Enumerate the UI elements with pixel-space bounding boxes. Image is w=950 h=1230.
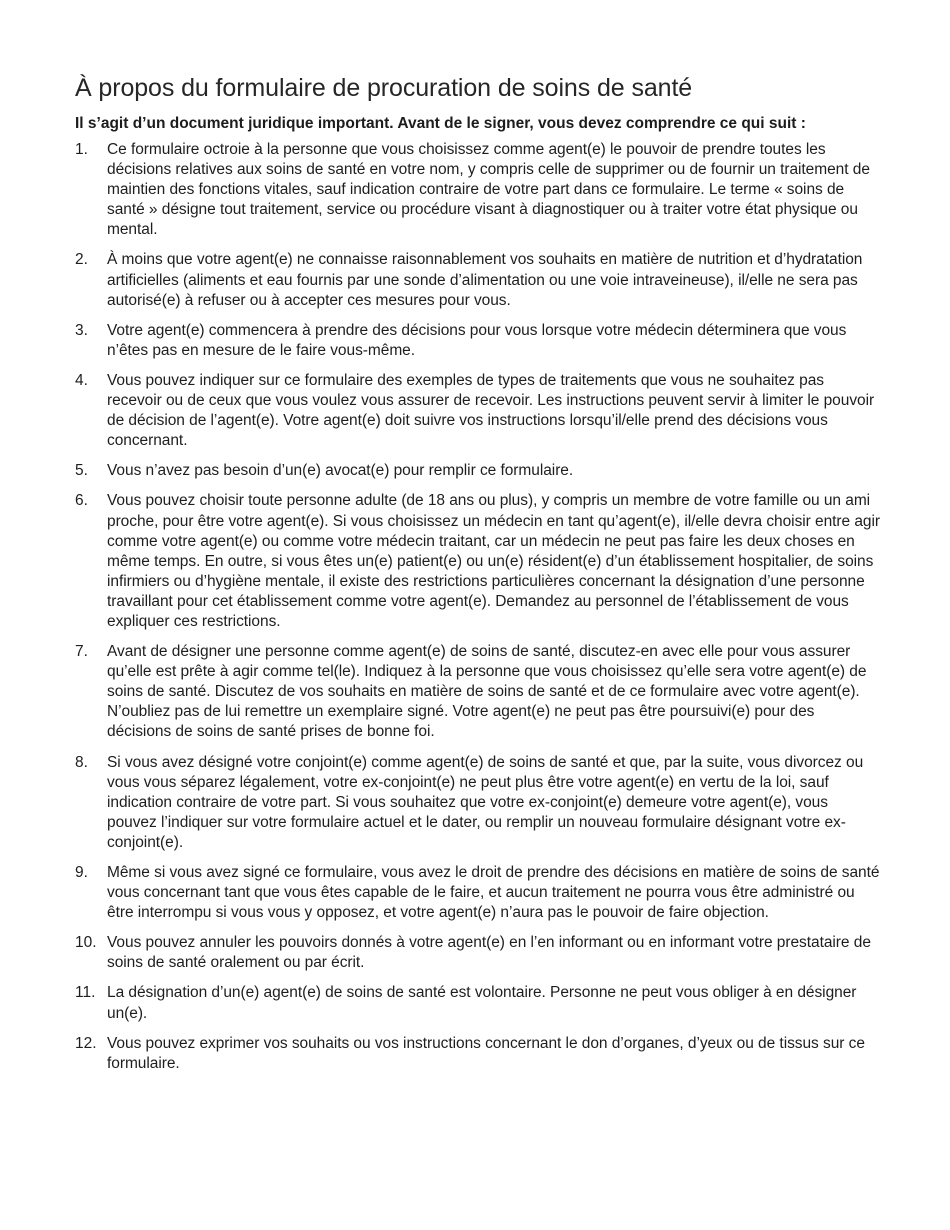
item-text: Votre agent(e) commencera à prendre des décisions pour vous lorsque votre médecin déterminera que vous n’êtes pas en mesure de le faire vous-même. — [107, 321, 847, 359]
list-item — [75, 140, 880, 240]
item-number: 9. — [75, 864, 88, 881]
item-number: 7. — [75, 643, 88, 661]
list-item — [75, 371, 880, 451]
item-number: 8. — [75, 753, 88, 771]
list-item — [75, 642, 880, 742]
page-title: À propos du formulaire de procuration de soins de santé — [75, 74, 693, 102]
item-text: Ce formulaire octroie à la personne que vous choisissez comme agent(e) le pouvoir de prendre toutes les décisions relatives aux soins de santé en votre nom, y compris celle de supprimer ou de fournir un traitement de maintien des fonctions vitales, sauf indication contraire de votre part dans ce formulaire. Le terme « soins de santé » désigne tout traitement, service ou procédure visant à diagnostiquer ou à traiter votre état physique ou mental. — [107, 141, 870, 239]
item-number: 11. — [75, 984, 96, 1002]
list-item — [75, 491, 880, 632]
list-item — [75, 250, 880, 310]
item-number: 1. — [75, 141, 88, 158]
item-text: Vous pouvez exprimer vos souhaits ou vos instructions concernant le don d’organes, d’yeux ou de tissus sur ce formulaire. — [107, 1034, 865, 1072]
item-text: Vous n’avez pas besoin d’un(e) avocat(e) pour remplir ce formulaire. — [107, 462, 574, 480]
list-item — [75, 321, 880, 361]
list-item — [75, 863, 880, 923]
item-text: Vous pouvez indiquer sur ce formulaire des exemples de types de traitements que vous ne souhaitez pas recevoir ou de ceux que vous voulez vous assurer de recevoir. Les instructions peuvent servir à limiter le pouvoir de décision de l’agent(e). Votre agent(e) doit suivre vos instructions lorsqu’il/elle prend des décisions vous concernant. — [107, 371, 875, 450]
item-text: La désignation d’un(e) agent(e) de soins de santé est volontaire. Personne ne peut vous obliger à en désigner un(e). — [107, 984, 857, 1022]
item-text: Avant de désigner une personne comme agent(e) de soins de santé, discutez-en avec elle pour vous assurer qu’elle est prête à agir comme tel(le). Indiquez à la personne que vous choisissez qu’elle sera votre agent(e) de soins de santé. Discutez de vos souhaits en matière de soins de santé et de ce formulaire avec votre agent(e). N’oubliez pas de lui remettre un exemplaire signé. Votre agent(e) ne peut pas être poursuivi(e) pour des décisions de soins de santé prises de bonne foi. — [107, 643, 867, 741]
numbered-list — [75, 140, 880, 1074]
list-item — [75, 753, 880, 853]
item-text: À moins que votre agent(e) ne connaisse raisonnablement vos souhaits en matière de nutrition et d’hydratation artificielles (aliments et eau fournis par une sonde d’alimentation ou une voie intraveineuse), il/elle ne sera pas autorisé(e) à refuser ou à accepter ces mesures pour vous. — [107, 251, 863, 309]
list-item — [75, 983, 880, 1023]
intro-paragraph: Il s’agit d’un document juridique important. Avant de le signer, vous devez comprendre ce qui suit : — [75, 115, 806, 132]
item-number: 10. — [75, 934, 97, 952]
item-number: 6. — [75, 492, 88, 510]
list-item — [75, 461, 880, 481]
item-text: Si vous avez désigné votre conjoint(e) comme agent(e) de soins de santé et que, par la suite, vous divorcez ou vous vous séparez légalement, votre ex-conjoint(e) ne peut plus être votre agent(e) en vertu de la loi, sauf indication contraire de votre part. Si vous souhaitez que votre ex-conjoint(e) demeure votre agent(e), vous pouvez l’indiquer sur votre formulaire actuel et le dater, ou remplir un nouveau formulaire désignant votre ex-conjoint(e). — [107, 753, 864, 851]
item-number: 12. — [75, 1034, 97, 1052]
list-item — [75, 1034, 880, 1074]
item-text: Vous pouvez annuler les pouvoirs donnés à votre agent(e) en l’en informant ou en informant votre prestataire de soins de santé oralement ou par écrit. — [107, 934, 871, 972]
item-number: 4. — [75, 371, 88, 389]
item-text: Même si vous avez signé ce formulaire, vous avez le droit de prendre des décisions en matière de soins de santé vous concernant tant que vous êtes capable de le faire, et aucun traitement ne pourra vous être administré ou être interrompu si vous vous y opposez, et votre agent(e) n’aura pas le pouvoir de faire objection. — [107, 864, 880, 922]
item-number: 2. — [75, 251, 88, 269]
list-item — [75, 933, 880, 973]
item-text: Vous pouvez choisir toute personne adulte (de 18 ans ou plus), y compris un membre de votre famille ou un ami proche, pour être votre agent(e). Si vous choisissez un médecin en tant qu’agent(e), il/elle devra choisir entre agir comme votre agent(e) ou comme votre médecin traitant, car un médecin ne peut pas faire les deux choses en même temps. En outre, si vous êtes un(e) patient(e) ou un(e) résident(e) d’un établissement hospitalier, de soins infirmiers ou d’hygiène mentale, il existe des restrictions particulières concernant la désignation d’une personne travaillant pour cet établissement comme votre agent(e). Demandez au personnel de l’établissement de vous expliquer ces restrictions. — [107, 492, 881, 630]
item-number: 3. — [75, 321, 88, 339]
item-number: 5. — [75, 462, 88, 480]
